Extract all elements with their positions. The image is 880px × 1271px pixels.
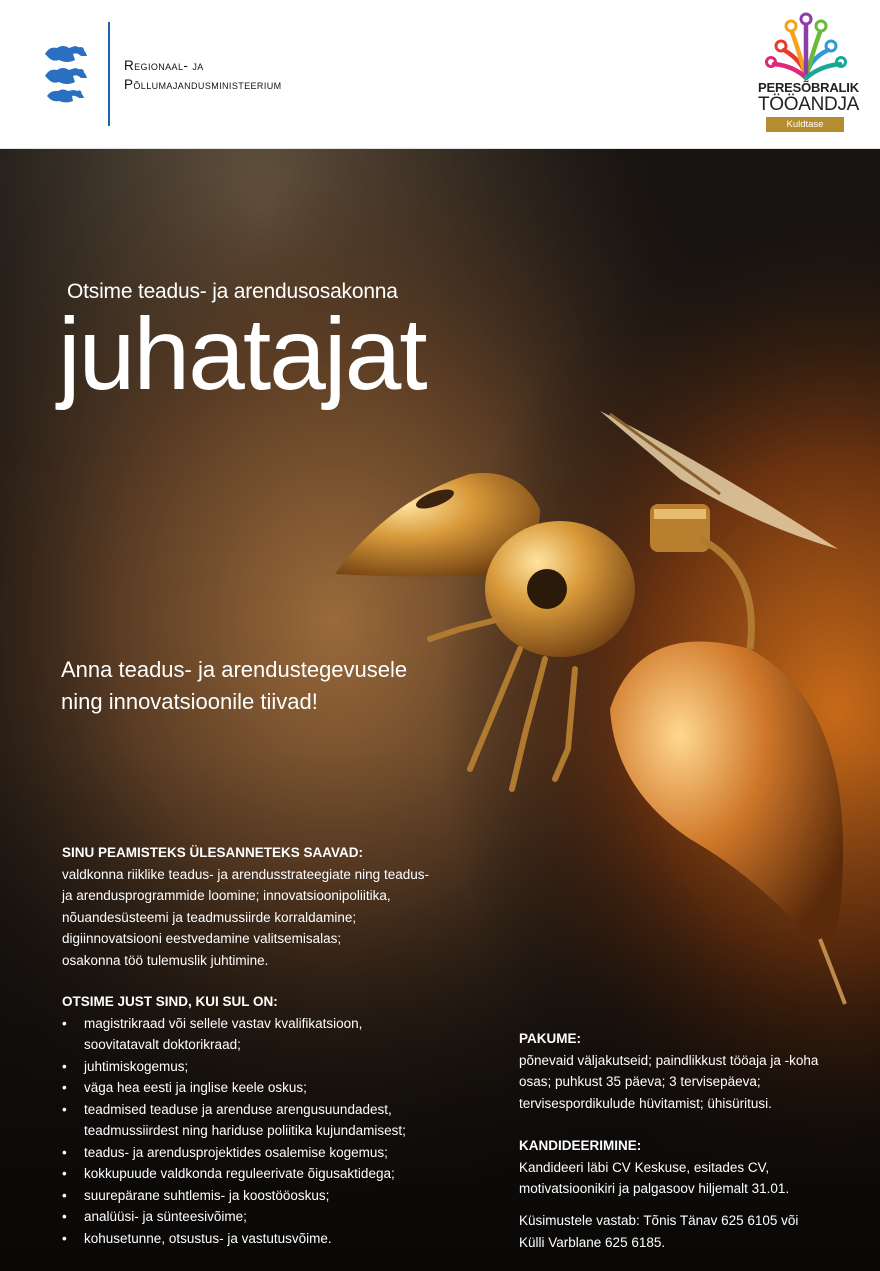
requirement-text: soovitatavalt doktorikraad;	[84, 1037, 241, 1052]
requirement-text: • suurepärane suhtlemis- ja koostööoskus;	[84, 1187, 330, 1203]
application-line: motivatsioonikiri ja palgasoov hiljemalt 31.01.	[519, 1181, 790, 1196]
logo-badge: Kuldtase	[766, 117, 844, 132]
three-lions-coat-of-arms-icon	[40, 38, 94, 112]
requirement-item	[62, 1056, 482, 1078]
requirement-text: • juhtimiskogemus;	[84, 1058, 189, 1074]
ministry-name	[124, 56, 282, 94]
requirement-item	[62, 1077, 482, 1099]
tasks-line: valdkonna riiklike teadus- ja arendusstrateegiate ning teadus-	[62, 866, 429, 882]
application-line: Kandideeri läbi CV Keskuse, esitades CV,	[519, 1159, 770, 1175]
hero-title: juhatajat	[58, 297, 426, 411]
offer-line: osas; puhkust 35 päeva; 3 tervisepäeva;	[519, 1074, 761, 1089]
application-section	[519, 1135, 859, 1200]
logo-text-line2: TÖÖANDJA	[758, 94, 860, 115]
tagline-line2: ning innovatsioonile tiivad!	[61, 689, 318, 714]
requirement-text: • kohusetunne, otsustus- ja vastutusvõime.	[84, 1230, 332, 1246]
tasks-heading: SINU PEAMISTEKS ÜLESANNETEKS SAAVAD:	[62, 845, 364, 860]
header-divider	[108, 22, 110, 126]
requirement-text: • teadmised teaduse ja arenduse arengusuundadest,	[84, 1101, 392, 1117]
tagline-line1: Anna teadus- ja arendustegevusele	[61, 657, 408, 682]
contact-section	[519, 1210, 859, 1253]
requirement-text: • väga hea eesti ja inglise keele oskus;	[84, 1080, 307, 1095]
requirement-text: • kokkupuude valdkonda reguleerivate õigusaktidega;	[84, 1166, 395, 1181]
hero-section	[0, 149, 880, 1271]
ministry-name-line2: Põllumajandusministeerium	[124, 77, 282, 92]
requirement-item	[62, 1099, 482, 1142]
logo-text-line1: PERESÕBRALIK	[758, 80, 859, 95]
page-header	[0, 0, 880, 149]
requirement-item	[62, 1206, 482, 1228]
requirements-section	[62, 991, 482, 1249]
requirement-item	[62, 1185, 482, 1207]
contact-line: Küsimustele vastab: Tõnis Tänav 625 6105 või	[519, 1213, 799, 1228]
requirement-text: • magistrikraad või sellele vastav kvalifikatsioon,	[84, 1015, 363, 1031]
contact-line: Külli Varblane 625 6185.	[519, 1234, 666, 1250]
hero-tagline	[61, 654, 407, 718]
requirement-text: • teadus- ja arendusprojektides osalemise kogemus;	[84, 1144, 388, 1160]
tasks-line: ja arendusprogrammide loomine; innovatsioonipoliitika,	[62, 888, 391, 903]
family-friendly-employer-logo	[758, 10, 860, 134]
tasks-line: nõuandesüsteemi ja teadmussiirde korraldamine;	[62, 909, 357, 925]
requirement-item	[62, 1163, 482, 1185]
requirement-item	[62, 1013, 482, 1056]
requirements-list	[62, 1013, 482, 1250]
colorful-people-tree-icon	[764, 10, 848, 80]
offer-heading: PAKUME:	[519, 1031, 581, 1046]
hero-subtitle: Otsime teadus- ja arendusosakonna	[67, 280, 398, 303]
ministry-name-line1: Regionaal- ja	[124, 58, 204, 73]
offer-line: põnevaid väljakutseid; paindlikkust tööaja ja -koha	[519, 1052, 819, 1068]
tasks-line: digiinnovatsiooni eestvedamine valitsemisalas;	[62, 931, 342, 946]
requirement-item	[62, 1228, 482, 1250]
requirements-heading: OTSIME JUST SIND, KUI SUL ON:	[62, 994, 278, 1009]
tasks-section	[62, 842, 482, 971]
requirement-text: teadmussiirdest ning hariduse poliitika kujundamisest;	[84, 1123, 406, 1138]
offer-section	[519, 1028, 859, 1114]
requirement-text: • analüüsi- ja sünteesivõime;	[84, 1209, 247, 1224]
tasks-line: osakonna töö tulemuslik juhtimine.	[62, 952, 269, 968]
requirement-item	[62, 1142, 482, 1164]
offer-line: tervisespordikulude hüvitamist; ühisüritusi.	[519, 1095, 772, 1111]
application-heading: KANDIDEERIMINE:	[519, 1138, 642, 1153]
